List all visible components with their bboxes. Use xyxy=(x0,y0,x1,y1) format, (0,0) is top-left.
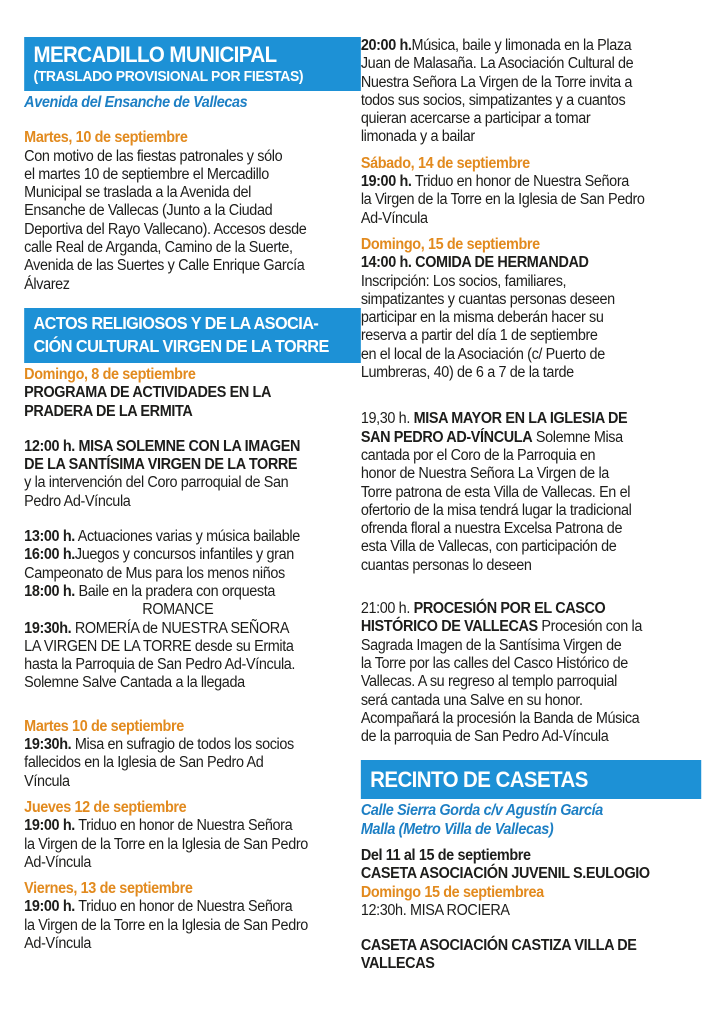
text-line: Lumbreras, 40) de 6 a 7 de la tarde xyxy=(360,364,574,382)
text-line: Sagrada Imagen de la Santísima Virgen de xyxy=(360,636,622,654)
event-1600 xyxy=(24,546,361,564)
event-v13 xyxy=(24,898,361,916)
text-line: Municipal se traslada a la Avenida del xyxy=(24,184,251,202)
text-line: en el local de la Asociación (c/ Puerto de xyxy=(360,345,605,363)
text-line: Ad-Víncula xyxy=(360,209,428,227)
mercadillo-title: MERCADILLO MUNICIPAL xyxy=(33,42,277,67)
comida-title: 14:00 h. COMIDA DE HERMANDAD xyxy=(360,254,589,272)
text-line: la Torre por las calles del Casco Histórico de xyxy=(360,654,628,672)
left-column xyxy=(24,37,361,953)
s14-date: Sábado, 14 de septiembre xyxy=(360,154,530,172)
j12-date: Jueves 12 de septiembre xyxy=(24,798,187,816)
casetas-title: RECINTO DE CASETAS xyxy=(370,767,588,793)
event-j12 xyxy=(24,817,361,835)
event-text: ROMERÍA de NUESTRA SEÑORA xyxy=(71,619,290,637)
caseta-juvenil: CASETA ASOCIACIÓN JUVENIL S.EULOGIO xyxy=(360,865,650,883)
text-line: la Virgen de la Torre en la Iglesia de San Pedro xyxy=(24,916,308,934)
text-line: Acompañará la procesión la Banda de Música xyxy=(360,709,640,727)
mercadillo-banner xyxy=(24,37,361,91)
casetas-location-line: Malla (Metro Villa de Vallecas) xyxy=(360,820,554,838)
event-text: Triduo en honor de Nuestra Señora xyxy=(411,173,629,191)
event-1300 xyxy=(24,528,361,546)
text-line: Nuestra Señora La Virgen de la Torre invita a xyxy=(360,73,633,91)
text-line: ofertorio de la misa tendrá lugar la tradicional xyxy=(360,501,632,519)
casetas-location-line: Calle Sierra Gorda c/v Agustín García xyxy=(360,802,603,820)
mercadillo-subtitle: (TRASLADO PROVISIONAL POR FIESTAS) xyxy=(33,68,304,85)
text-line: y la intervención del Coro parroquial de San xyxy=(24,474,289,492)
text-line: LA VIRGEN DE LA TORRE desde su Ermita xyxy=(24,637,294,655)
text-line: Juan de Malasaña. La Asociación Cultural de xyxy=(360,55,634,73)
caseta-castiza-line: VALLECAS xyxy=(360,955,435,973)
event-time: 19,30 h. xyxy=(360,410,414,428)
event-text: Triduo en honor de Nuestra Señora xyxy=(74,817,293,835)
misa-mayor-title: MISA MAYOR EN LA IGLESIA DE xyxy=(413,410,628,428)
actos-banner xyxy=(24,308,361,363)
text-line: será cantada una Salve en su honor. xyxy=(360,691,583,709)
event-time: 20:00 h. xyxy=(360,37,412,54)
event-m10 xyxy=(24,736,361,754)
mercadillo-date: Martes, 10 de septiembre xyxy=(24,129,188,147)
mercadillo-location: Avenida del Ensanche de Vallecas xyxy=(24,94,248,111)
text-line: hasta la Parroquia de San Pedro Ad-Víncula. xyxy=(24,656,296,674)
event-time: 16:00 h. xyxy=(24,546,75,564)
event-time: 19:30h. xyxy=(24,619,72,637)
text-line: cantada por el Coro de la Parroquia en xyxy=(360,446,596,464)
misa-solemne-title: 12:00 h. MISA SOLEMNE CON LA IMAGEN xyxy=(24,437,301,455)
text-line: esta Villa de Vallecas, con participación de xyxy=(360,538,617,556)
misa-rociera: 12:30h. MISA ROCIERA xyxy=(360,901,510,919)
text-line: de la parroquia de San Pedro Ad-Víncula xyxy=(360,728,609,746)
procesion-title: PROCESIÓN POR EL CASCO xyxy=(413,600,606,618)
v13-date: Viernes, 13 de septiembre xyxy=(24,880,193,898)
event-time: 19:00 h. xyxy=(360,173,412,191)
event-text: Procesión con la xyxy=(537,618,643,636)
caseta-castiza-line: CASETA ASOCIACIÓN CASTIZA VILLA DE xyxy=(360,937,637,955)
event-1930 xyxy=(24,620,361,638)
procesion-heading xyxy=(361,600,701,618)
d8-program-line: PROGRAMA DE ACTIVIDADES EN LA xyxy=(24,384,272,402)
text-line: honor de Nuestra Señora La Virgen de la xyxy=(360,465,609,483)
text-line: la Virgen de la Torre en la Iglesia de San Pedro xyxy=(24,835,308,853)
event-text: Actuaciones varias y música bailable xyxy=(74,528,300,546)
text-line: Ensanche de Vallecas (Junto a la Ciudad xyxy=(24,202,273,220)
d15-date: Domingo, 15 de septiembre xyxy=(360,235,540,253)
event-s14 xyxy=(361,173,701,191)
mercadillo-text xyxy=(24,148,361,294)
right-column xyxy=(361,37,701,974)
event-text: Música, baile y limonada en la Plaza xyxy=(411,37,632,54)
text-line: calle Real de Arganda, Camino de la Suerte, xyxy=(24,239,293,257)
event-text: Misa en sufragio de todos los socios xyxy=(71,736,294,754)
procesion-title2: HISTÓRICO DE VALLECAS xyxy=(360,618,538,636)
event-time: 19:00 h. xyxy=(24,898,75,916)
text-line: Vallecas. A su regreso al templo parroquial xyxy=(360,673,618,691)
m10-date: Martes 10 de septiembre xyxy=(24,717,184,735)
text-line: reserva a partir del día 1 de septiembre xyxy=(360,327,598,345)
event-text: Solemne Misa xyxy=(532,428,623,446)
misa-mayor-heading xyxy=(361,410,701,428)
text-line: participar en la misma deberán hacer su xyxy=(360,309,604,327)
misa-solemne-title2: DE LA SANTÍSIMA VIRGEN DE LA TORRE xyxy=(24,456,298,474)
text-line: Avenida de las Suertes y Calle Enrique García xyxy=(24,257,305,275)
text-line: Víncula xyxy=(24,772,70,790)
event-time: 19:30h. xyxy=(24,736,72,754)
actos-title-line2: CIÓN CULTURAL VIRGEN DE LA TORRE xyxy=(33,335,329,356)
event-2000 xyxy=(361,37,701,55)
text-line: fallecidos en la Iglesia de San Pedro Ad xyxy=(24,754,264,772)
event-time: 21:00 h. xyxy=(360,600,414,618)
text-line: Álvarez xyxy=(24,275,70,293)
text-line: la Virgen de la Torre en la Iglesia de San Pedro xyxy=(360,191,645,209)
text-line: limonada y a bailar xyxy=(360,128,475,146)
event-1800 xyxy=(24,583,361,601)
event-time: 18:00 h. xyxy=(24,582,75,600)
text-line: cuantas personas lo deseen xyxy=(360,556,532,574)
text-line: simpatizantes y cuantas personas deseen xyxy=(360,290,615,308)
casetas-d15-date: Domingo 15 de septiembrea xyxy=(360,883,544,901)
actos-title-line1: ACTOS RELIGIOSOS Y DE LA ASOCIA- xyxy=(33,312,319,333)
text-line: quieran acercarse a participar a tomar xyxy=(360,110,591,128)
event-time: 13:00 h. xyxy=(24,528,75,546)
misa-mayor-title2: SAN PEDRO AD-VÍNCULA xyxy=(360,428,533,446)
orchestra-name: ROMANCE xyxy=(142,601,214,619)
text-line: el martes 10 de septiembre el Mercadillo xyxy=(24,165,269,183)
text-line: Con motivo de las fiestas patronales y sólo xyxy=(24,147,283,165)
text-line: Ad-Víncula xyxy=(24,934,91,952)
text-line: ofrenda floral a nuestra Excelsa Patrona de xyxy=(360,520,623,538)
text-line: Ad-Víncula xyxy=(24,853,91,871)
event-text: Juegos y concursos infantiles y gran xyxy=(74,546,294,564)
text-line: todos sus socios, simpatizantes y a cuantos xyxy=(360,91,626,109)
text-line: Pedro Ad-Víncula xyxy=(24,492,131,510)
text-line: Campeonato de Mus para los menos niños xyxy=(24,564,285,582)
event-text: Triduo en honor de Nuestra Señora xyxy=(74,898,293,916)
text-line: Solemne Salve Cantada a la llegada xyxy=(24,674,245,692)
d8-program-line: PRADERA DE LA ERMITA xyxy=(24,402,193,420)
event-time: 19:00 h. xyxy=(24,817,75,835)
text-line: Torre patrona de esta Villa de Vallecas. En el xyxy=(360,483,631,501)
text-line: Inscripción: Los socios, familiares, xyxy=(360,272,567,290)
casetas-banner xyxy=(361,760,701,799)
d8-date: Domingo, 8 de septiembre xyxy=(24,365,196,383)
casetas-dates: Del 11 al 15 de septiembre xyxy=(360,846,531,864)
text-line: Deportiva del Rayo Vallecano). Accesos desde xyxy=(24,220,307,238)
event-text: Baile en la pradera con orquesta xyxy=(74,582,275,600)
